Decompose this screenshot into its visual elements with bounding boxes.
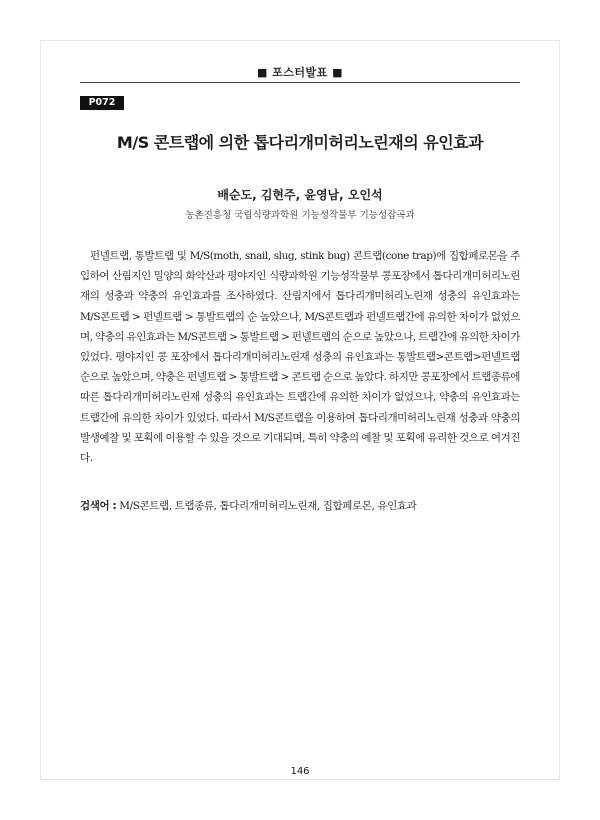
section-header: ■ 포스터발표 ■ <box>256 66 344 79</box>
keywords <box>80 498 520 513</box>
keywords-list: M/S콘트랩, 트랩종류, 톱다리개미허리노린재, 집합페로몬, 유인효과 <box>119 500 417 512</box>
header-rule <box>80 82 520 83</box>
authors: 배순도, 김현주, 윤영남, 오인석 <box>217 188 383 202</box>
abstract-body: 펀넬트랩, 통발트랩 및 M/S(moth, snail, slug, stink bug) 콘트랩(cone trap)에 집합페로몬을 주입하여 산림지인 밀양의 화악산과 평야지인 식량과학원 기능성작물부 콩포장에서 톱다리개미허리노린재의 성충과 약충의 유인효과를 조사하였다. 산림지에서 톱다리개미허리노린재 성충의 유인효과는 M/S콘트랩 > 펀넬트랩 > 통발트랩의 순 높았으나, M/S콘트랩과 펀넬트랩간에 유의한 차이가 없었으며, 약충의 유인효과는 M/S콘트랩 > 통발트랩 > 펀넬트랩의 순으로 높았으나, 트랩간에 유의한 차이가 있었다. 평야지인 콩 포장에서 톱다리개미허리노린재 성충의 유인효과는 통발트랩>콘트랩>펀넬트랩 순으로 높았으며, 약충은 펀넬트랩 > 통발트랩 > 콘트랩 순으로 높았다. 하지만 콩포장에서 트랩종류에 따른 톱다리개미허리노린재 성충의 유인효과는 트랩간에 유의한 차이가 없었으나, 약충의 유인효과는 트랩간에 유의한 차이가 있었다. 따라서 M/S콘트랩을 이용하여 톱다리개미허리노린재 성충과 약충의 발생예찰 및 포획에 이용할 수 있을 것으로 기대되며, 특히 약충의 예찰 및 포획에 유리한 것으로 여겨진다. <box>80 250 520 465</box>
affiliation: 농촌진흥청 국립식량과학원 기능성작물부 기능성잡곡과 <box>185 210 415 221</box>
poster-code-badge: P072 <box>80 96 124 110</box>
paper-title: M/S 콘트랩에 의한 톱다리개미허리노린재의 유인효과 <box>116 133 484 152</box>
keywords-label: 검색어 : <box>80 500 117 512</box>
page-number: 146 <box>290 766 310 777</box>
